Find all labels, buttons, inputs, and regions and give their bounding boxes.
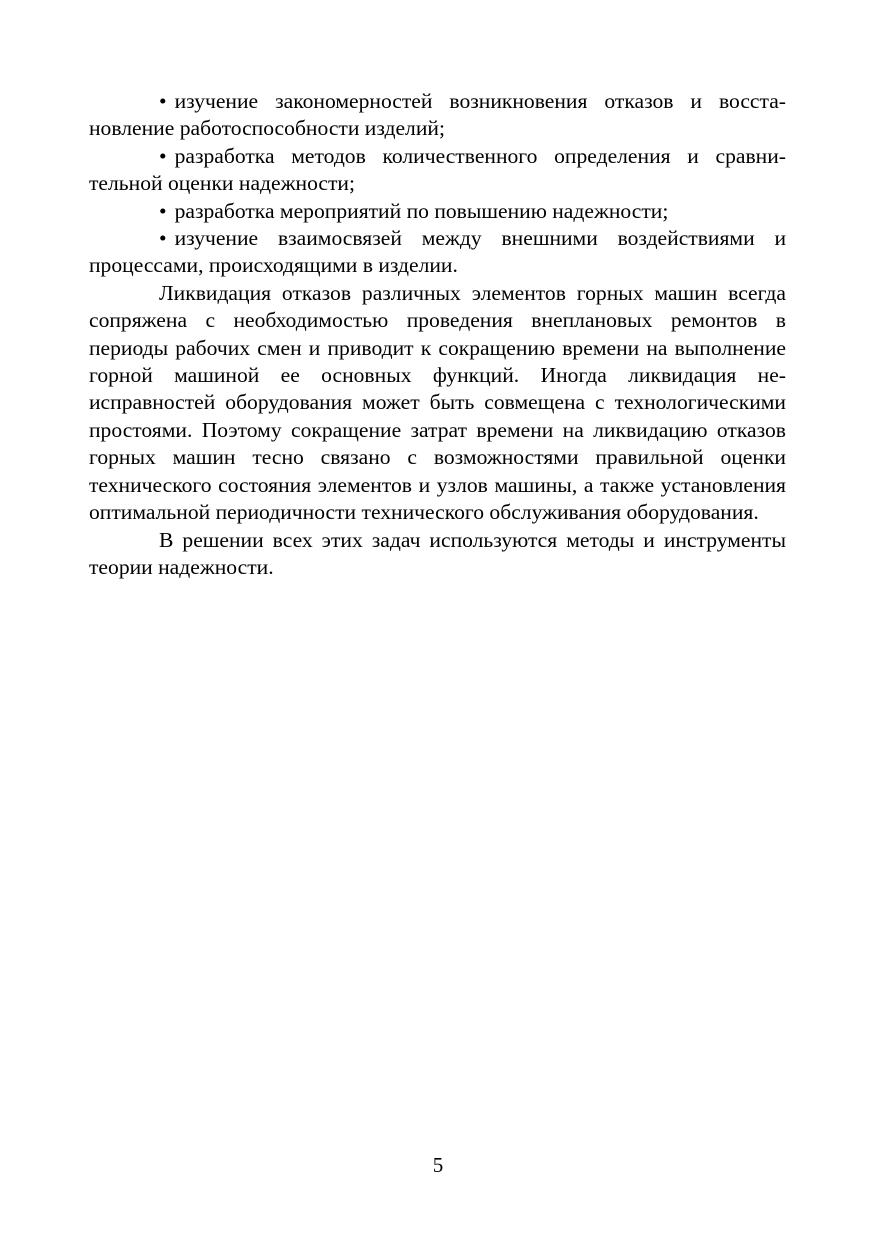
bullet-item (89, 143, 786, 198)
bullet-marker: • (159, 143, 167, 168)
page-number: 5 (432, 1153, 444, 1177)
bullet-item (89, 88, 786, 143)
bullet-text: разработка методов количественного определения и сравнительной оценки надежности; (89, 143, 786, 196)
bullet-marker: • (159, 89, 167, 113)
bullet-text: изучение закономерностей возникновения отказов и восстановление работоспособности изделий; (89, 89, 786, 141)
bullet-item (89, 225, 786, 280)
bullet-marker: • (159, 198, 167, 223)
bullet-text: изучение взаимосвязей между внешними воздействиями и процессами, происходящими в изделии. (89, 226, 786, 278)
page-body (89, 88, 786, 581)
body-paragraph: Ликвидация отказов различных элементов горных машин всегда сопряжена с необходимостью проведения внеплановых ремонтов в периоды рабочих смен и приводит к сокращению времени на выполнение горной машиной ее основных функций. Иногда ликвидация неисправностей оборудования может быть совмещена с технологическими простоями. Поэтому сокращение затрат времени на ликвидацию отказов горных машин тесно связано с возможностями правильной оценки технического состояния элементов и узлов машины, а также установления оптимальной периодичности технического обслуживания оборудования. (89, 280, 786, 525)
bullet-marker: • (159, 226, 167, 251)
bullet-item (89, 198, 786, 225)
body-paragraph: В решении всех этих задач используются методы и инструменты теории надежности. (89, 527, 786, 579)
bullet-text: разработка мероприятий по повышению надежности; (174, 198, 669, 223)
